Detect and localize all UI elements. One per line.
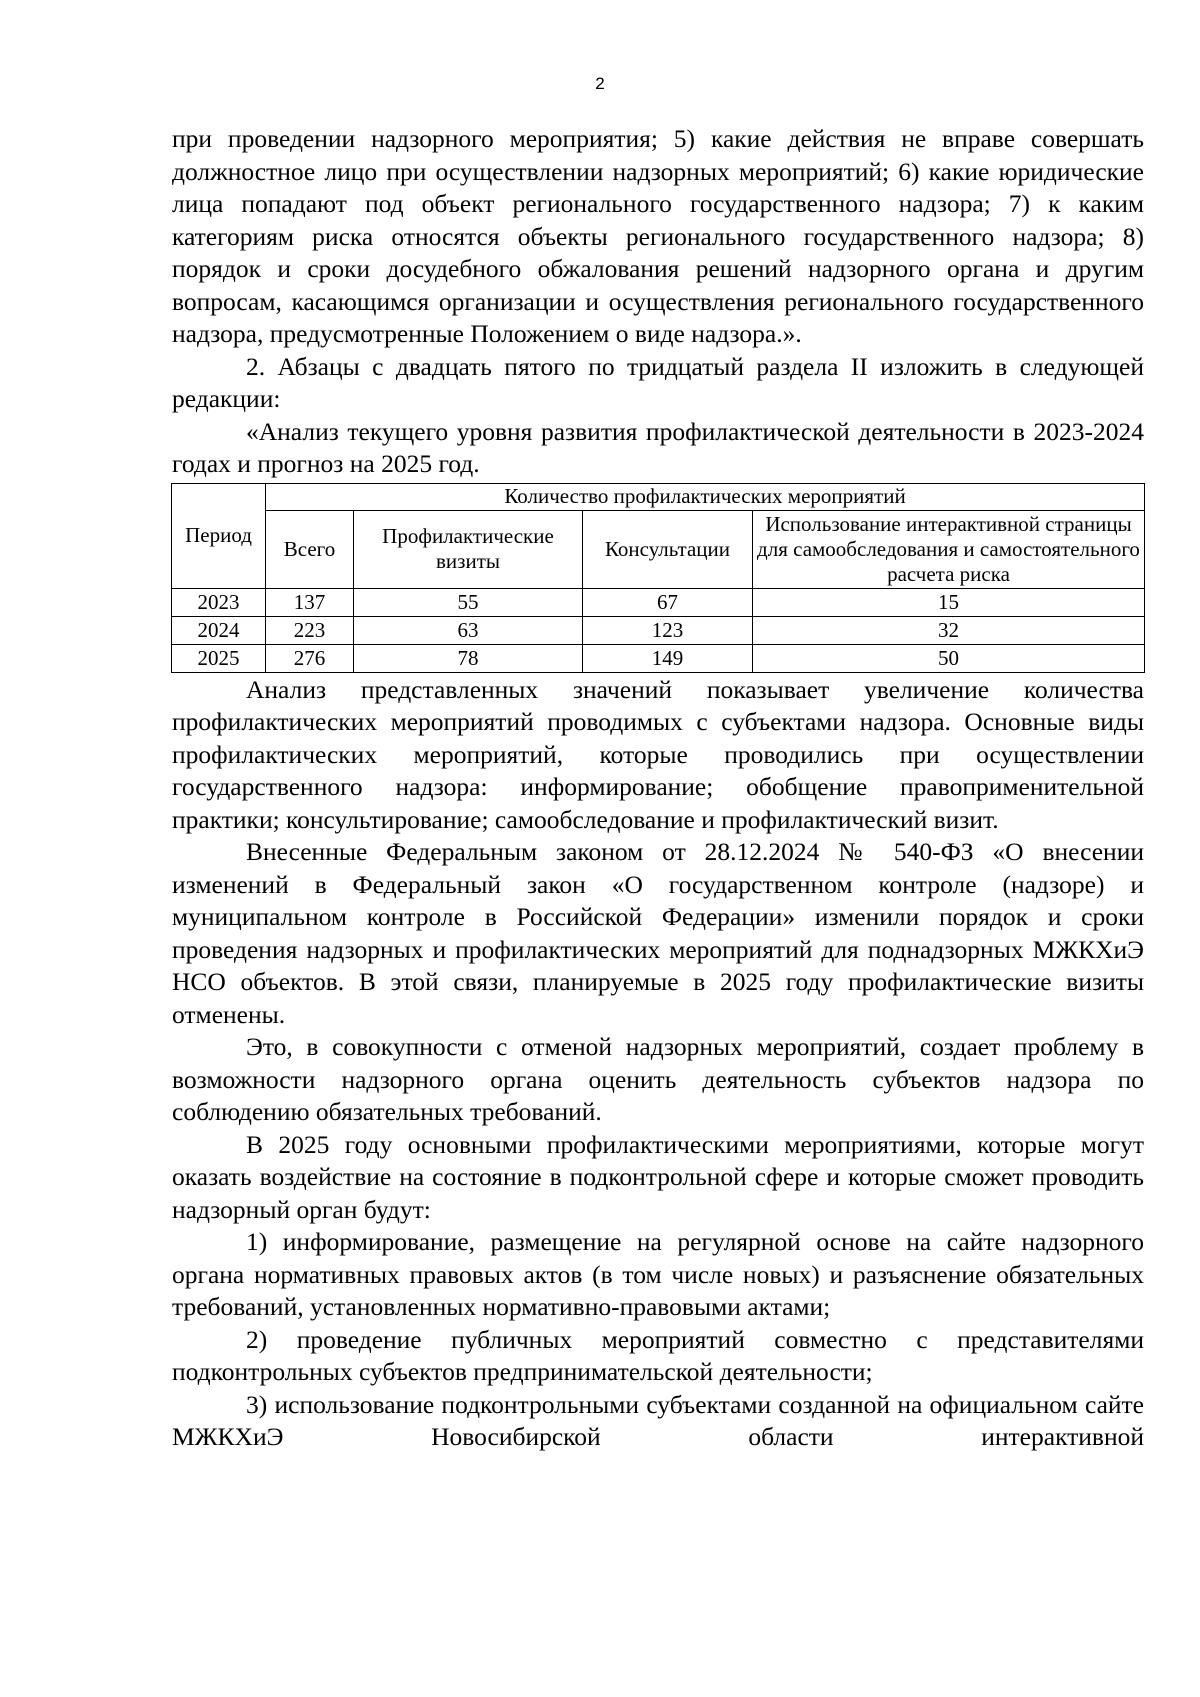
table-header-interactive-page: Использование интерактивной страницы для самообследования и самостоятельного расчета риска	[753, 510, 1145, 588]
page-number: 2	[595, 74, 605, 93]
table-cell-period: 2025	[172, 644, 266, 672]
table-cell-period: 2024	[172, 616, 266, 644]
list-item-interactive-page: 3) использование подконтрольными субъектами созданной на официальном сайте МЖКХиЭ Новосибирской области интерактивной	[172, 1389, 1144, 1451]
prevention-measures-table	[171, 483, 1145, 673]
table-cell-total: 223	[266, 616, 354, 644]
table-row	[172, 616, 1145, 644]
paragraph-amendment: 2. Абзацы с двадцать пятого по тридцатый раздела II изложить в следующей редакции:	[172, 351, 1144, 413]
table-row	[172, 644, 1145, 672]
paragraph-analysis-heading: «Анализ текущего уровня развития профилактической деятельности в 2023-2024 годах и прогноз на 2025 год.	[172, 416, 1144, 478]
table-row	[172, 588, 1145, 616]
document-body	[172, 123, 1144, 1454]
table-cell-period: 2023	[172, 588, 266, 616]
table-cell-interactive-page: 32	[753, 616, 1145, 644]
list-item-informing: 1) информирование, размещение на регулярной основе на сайте надзорного органа нормативных правовых актов (в том числе новых) и разъяснение обязательных требований, установленных нормативно-правовыми актами;	[172, 1227, 1144, 1321]
table-header-period: Период	[172, 483, 266, 588]
table-header-total: Всего	[266, 510, 354, 588]
paragraph-problem: Это, в совокупности с отменой надзорных мероприятий, создает проблему в возможности надзорного органа оценить деятельность субъектов надзора по соблюдению обязательных требований.	[172, 1032, 1144, 1126]
table-cell-consultations: 149	[583, 644, 753, 672]
paragraph-continuation: при проведении надзорного мероприятия; 5) какие действия не вправе совершать должностное лицо при осуществлении надзорных мероприятий; 6) какие юридические лица попадают под объект регионального государственного надзора; 7) к каким категориям риска относятся объекты регионального государственного надзора; 8) порядок и сроки досудебного обжалования решений надзорного органа и другим вопросам, касающимся организации и осуществления регионального государственного надзора, предусмотренные Положением о виде надзора.».	[172, 124, 1144, 348]
table-header-consultations: Консультации	[583, 510, 753, 588]
paragraph-main-measures: В 2025 году основными профилактическими мероприятиями, которые могут оказать воздействие на состояние в подконтрольной сфере и которые сможет проводить надзорный орган будут:	[172, 1129, 1144, 1224]
table-cell-interactive-page: 50	[753, 644, 1145, 672]
table-header-group: Количество профилактических мероприятий	[266, 483, 1145, 510]
paragraph-analysis-results: Анализ представленных значений показывает увеличение количества профилактических мероприятий проводимых с субъектами надзора. Основные виды профилактических мероприятий, которые проводились при осуществлении государственного надзора: информирование; обобщение правоприменительной практики; консультирование; самообследование и профилактический визит.	[172, 674, 1144, 834]
list-item-public-events: 2) проведение публичных мероприятий совместно с представителями подконтрольных субъектов предпринимательской деятельности;	[172, 1324, 1144, 1386]
paragraph-federal-law: Внесенные Федеральным законом от 28.12.2024 № 540-ФЗ «О внесении изменений в Федеральный закон «О государственном контроле (надзоре) и муниципальном контроле в Российской Федерации» изменили порядок и сроки проведения надзорных и профилактических мероприятий для поднадзорных МЖКХиЭ НСО объектов. В этой связи, планируемые в 2025 году профилактические визиты отменены.	[172, 837, 1144, 1029]
table-cell-visits: 55	[354, 588, 583, 616]
table-cell-visits: 78	[354, 644, 583, 672]
table-cell-visits: 63	[354, 616, 583, 644]
table-cell-total: 276	[266, 644, 354, 672]
table-cell-total: 137	[266, 588, 354, 616]
table-cell-consultations: 67	[583, 588, 753, 616]
table-header-visits: Профилактические визиты	[354, 510, 583, 588]
table-cell-consultations: 123	[583, 616, 753, 644]
table-cell-interactive-page: 15	[753, 588, 1145, 616]
